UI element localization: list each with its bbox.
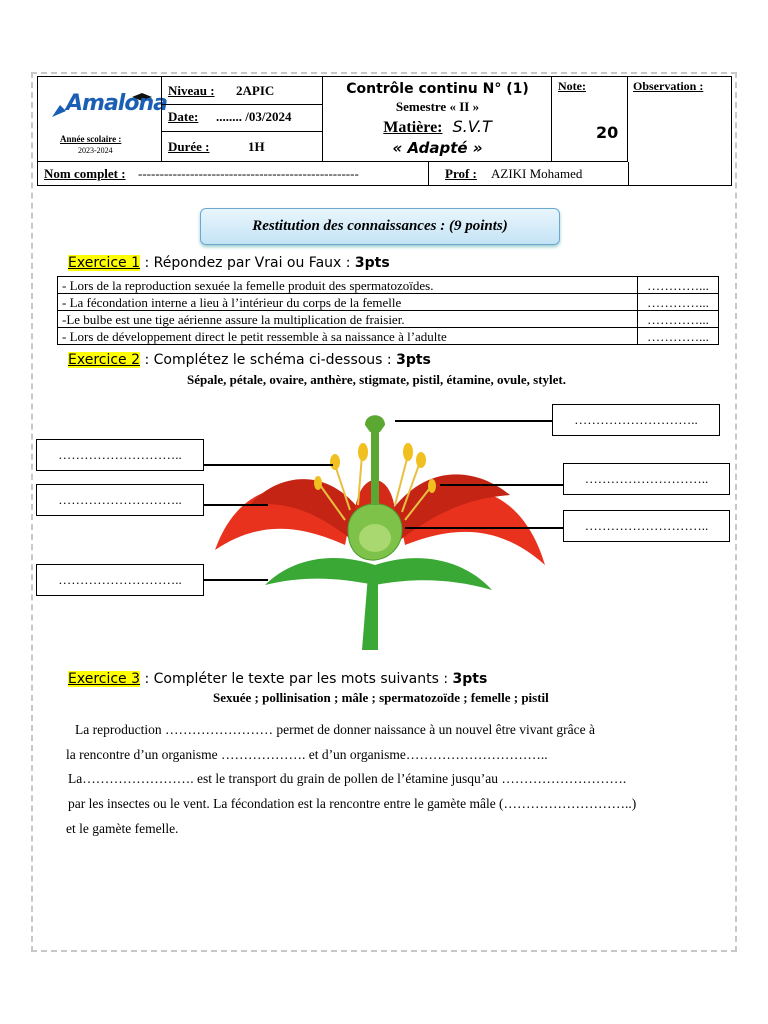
exercise2-heading — [58, 352, 431, 368]
answer-cell[interactable]: …………... — [638, 277, 719, 294]
exercise3-heading — [58, 671, 487, 687]
matiere-value: S.V.T — [452, 117, 492, 136]
niveau-value: 2APIC — [236, 83, 275, 98]
text-line-4: par les insectes ou le vent. La fécondation est la rencontre entre le gamète mâle (………………………..) — [68, 796, 637, 811]
section-title-box — [200, 208, 560, 245]
exercise3-instruction: : Compléter le texte par les mots suivants : — [140, 671, 453, 687]
date-value: ........ /03/2024 — [216, 109, 292, 124]
logo-text: Amalona — [66, 91, 167, 116]
exercise1-heading — [58, 255, 390, 271]
stem — [362, 575, 378, 650]
label-stigma[interactable]: ……………………….. — [552, 404, 720, 436]
niveau-label: Niveau : — [168, 83, 215, 98]
statement: - La fécondation interne a lieu à l’intérieur du corps de la femelle — [58, 294, 638, 311]
school-year: 2023-2024 — [78, 146, 113, 155]
exercise3-words: Sexuée ; pollinisation ; mâle ; spermatozoïde ; femelle ; pistil — [213, 690, 549, 705]
statement: -Le bulbe est une tige aérienne assure la multiplication de fraisier. — [58, 311, 638, 328]
answer-cell[interactable]: …………... — [638, 294, 719, 311]
table-row — [58, 294, 719, 311]
logo — [46, 87, 167, 127]
nom-dots[interactable]: --------------------------------------------------- — [138, 166, 359, 181]
exercise2-instruction: : Complétez le schéma ci-dessous : — [140, 352, 397, 368]
nom-label: Nom complet : — [44, 166, 126, 181]
exercise3-label: Exercice 3 — [68, 671, 141, 687]
observation-label: Observation : — [633, 79, 704, 93]
answer-cell[interactable]: …………... — [638, 311, 719, 328]
name-row — [37, 162, 429, 186]
exercise1-label: Exercice 1 — [68, 255, 141, 271]
answer-cell[interactable]: …………... — [638, 328, 719, 345]
statement: - Lors de la reproduction sexuée la femelle produit des spermatozoïdes. — [58, 277, 638, 294]
text-line-1: La reproduction …………………… permet de donner naissance à un nouvel être vivant grâce à — [75, 722, 595, 737]
exercise2-label: Exercice 2 — [68, 352, 141, 368]
note-box — [552, 76, 628, 162]
stigma — [365, 415, 385, 432]
duree-value: 1H — [248, 139, 265, 154]
label-filament[interactable]: ……………………….. — [563, 463, 730, 495]
text-line-3: La……………………. est le transport du grain de pollen de l’étamine jusqu’au ………………………. — [68, 771, 627, 786]
note-value: 20 — [596, 123, 619, 142]
label-petal-left[interactable]: ……………………….. — [36, 484, 204, 516]
style — [371, 430, 379, 505]
exercise1-instruction: : Répondez par Vrai ou Faux : — [140, 255, 355, 271]
title-line2: Semestre « II » — [395, 99, 480, 114]
note-label: Note: — [558, 79, 586, 93]
prof-value: AZIKI Mohamed — [491, 166, 583, 181]
header-title-box — [323, 76, 552, 162]
header-info-box — [161, 76, 323, 162]
table-row — [58, 311, 719, 328]
duree-label: Durée : — [168, 139, 210, 154]
prof-label: Prof : — [445, 166, 477, 181]
prof-row — [429, 162, 629, 186]
ovule — [359, 524, 391, 552]
label-ovary[interactable]: ……………………….. — [563, 510, 730, 542]
label-sepal[interactable]: ……………………….. — [36, 564, 204, 596]
exercise2-points: 3pts — [396, 352, 431, 368]
table-row — [58, 277, 719, 294]
sepal-left — [265, 558, 375, 585]
title-line1: Contrôle continu N° (1) — [346, 81, 529, 97]
statement: - Lors de développement direct le petit ressemble à sa naissance à l’adulte — [58, 328, 638, 345]
text-line-2: la rencontre d’un organisme ………………. et d’un organisme………………………….. — [66, 747, 548, 762]
exercise3-points: 3pts — [452, 671, 488, 687]
adapte-label: « Adapté » — [392, 139, 483, 157]
school-year-label: Année scolaire : — [60, 134, 122, 144]
section-title: Restitution des connaissances : (9 points) — [252, 218, 508, 234]
true-false-table — [57, 276, 719, 345]
matiere-label: Matière: — [383, 119, 443, 136]
exercise2-words: Sépale, pétale, ovaire, anthère, stigmate, pistil, étamine, ovule, stylet. — [187, 372, 566, 387]
exercise1-points: 3pts — [354, 255, 390, 271]
sepal-right — [375, 558, 492, 590]
text-line-5: et le gamète femelle. — [66, 821, 179, 836]
label-anther[interactable]: ……………………….. — [36, 439, 204, 471]
date-label: Date: — [168, 109, 199, 124]
header-logo-box — [37, 76, 167, 162]
observation-box — [628, 76, 732, 186]
table-row — [58, 328, 719, 345]
